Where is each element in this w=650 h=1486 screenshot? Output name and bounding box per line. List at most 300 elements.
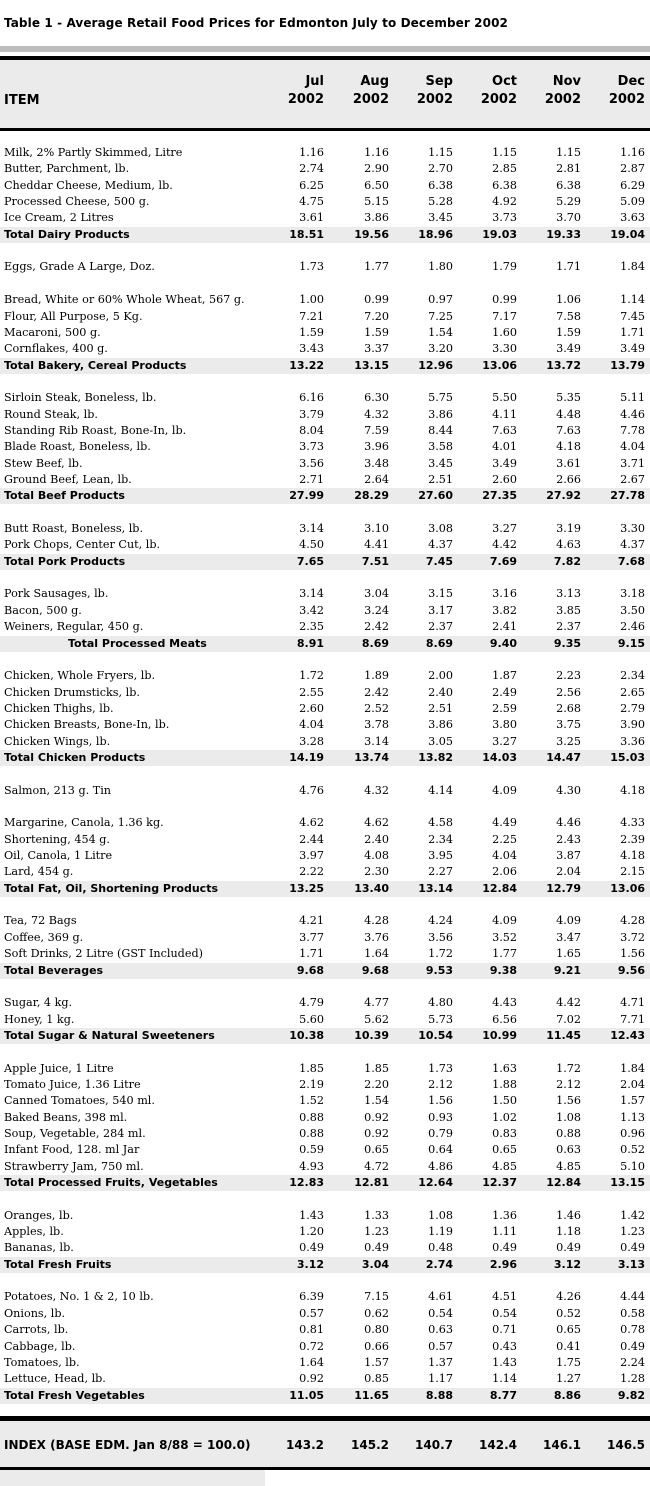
price-cell-aug: 0.85 bbox=[364, 1372, 389, 1385]
table-row bbox=[0, 1240, 650, 1256]
item-label: Chicken Drumsticks, lb. bbox=[4, 686, 140, 699]
item-label: Shortening, 454 g. bbox=[4, 833, 110, 846]
item-label: Coffee, 369 g. bbox=[4, 931, 84, 944]
price-cell-sep: 5.75 bbox=[428, 391, 453, 404]
price-cell-nov: 13.72 bbox=[546, 359, 581, 372]
price-cell-sep: 0.54 bbox=[428, 1307, 453, 1320]
price-cell-aug: 2.42 bbox=[364, 686, 389, 699]
price-cell-oct: 1.02 bbox=[492, 1111, 517, 1124]
column-header-nov bbox=[521, 73, 581, 109]
price-cell-oct: 0.43 bbox=[492, 1340, 517, 1353]
price-cell-oct: 4.85 bbox=[492, 1160, 517, 1173]
price-cell-jul: 3.79 bbox=[299, 408, 324, 421]
price-cell-aug: 1.59 bbox=[364, 326, 389, 339]
price-cell-nov: 7.58 bbox=[556, 310, 581, 323]
table-row bbox=[0, 586, 650, 602]
item-label: Sugar, 4 kg. bbox=[4, 996, 73, 1009]
price-cell-nov: 2.23 bbox=[556, 669, 581, 682]
price-cell-aug: 3.96 bbox=[364, 440, 389, 453]
price-cell-dec: 2.15 bbox=[620, 865, 645, 878]
table-row bbox=[0, 1159, 650, 1175]
price-cell-nov: 1.06 bbox=[556, 293, 581, 306]
item-label: Total Dairy Products bbox=[4, 228, 130, 241]
price-cell-jul: 3.61 bbox=[299, 211, 324, 224]
table-row bbox=[0, 1208, 650, 1224]
price-cell-aug: 5.15 bbox=[364, 195, 389, 208]
price-cell-nov: 2.12 bbox=[556, 1078, 581, 1091]
price-cell-nov: 0.52 bbox=[556, 1307, 581, 1320]
item-label: Total Fresh Vegetables bbox=[4, 1389, 145, 1402]
price-cell-oct: 4.04 bbox=[492, 849, 517, 862]
price-cell-sep: 3.15 bbox=[428, 587, 453, 600]
table-row bbox=[0, 1289, 650, 1305]
price-cell-nov: 4.18 bbox=[556, 440, 581, 453]
table-row bbox=[0, 1012, 650, 1028]
table-row bbox=[0, 1306, 650, 1322]
table-row bbox=[0, 537, 650, 553]
price-cell-dec: 19.04 bbox=[610, 228, 645, 241]
price-cell-sep: 0.93 bbox=[428, 1111, 453, 1124]
table-row bbox=[0, 1371, 650, 1387]
price-cell-sep: 3.45 bbox=[428, 457, 453, 470]
price-cell-dec: 7.45 bbox=[620, 310, 645, 323]
price-cell-nov: 6.38 bbox=[556, 179, 581, 192]
price-cell-oct: 4.92 bbox=[492, 195, 517, 208]
price-cell-sep: 13.82 bbox=[418, 751, 453, 764]
price-cell-aug: 0.92 bbox=[364, 1127, 389, 1140]
price-cell-dec: 2.39 bbox=[620, 833, 645, 846]
price-cell-jul: 1.71 bbox=[299, 947, 324, 960]
table-row bbox=[0, 913, 650, 929]
price-cell-aug: 2.40 bbox=[364, 833, 389, 846]
price-cell-jul: 0.92 bbox=[299, 1372, 324, 1385]
price-cell-oct: 7.17 bbox=[492, 310, 517, 323]
price-cell-jul: 4.75 bbox=[299, 195, 324, 208]
table-row bbox=[0, 685, 650, 701]
price-cell-dec: 4.33 bbox=[620, 816, 645, 829]
price-cell-sep: 1.72 bbox=[428, 947, 453, 960]
table-row bbox=[0, 619, 650, 635]
price-cell-dec: 12.43 bbox=[610, 1029, 645, 1042]
item-label: Milk, 2% Partly Skimmed, Litre bbox=[4, 146, 183, 159]
price-cell-jul: 4.21 bbox=[299, 914, 324, 927]
price-cell-jul: 1.72 bbox=[299, 669, 324, 682]
column-header-year: 2002 bbox=[608, 92, 645, 107]
price-cell-aug: 19.56 bbox=[354, 228, 389, 241]
price-cell-sep: 1.54 bbox=[428, 326, 453, 339]
price-cell-dec: 3.49 bbox=[620, 342, 645, 355]
item-label: Soup, Vegetable, 284 ml. bbox=[4, 1127, 146, 1140]
price-cell-sep: 1.37 bbox=[428, 1356, 453, 1369]
price-cell-jul: 0.49 bbox=[299, 1241, 324, 1254]
price-cell-nov: 7.82 bbox=[553, 555, 581, 568]
price-cell-sep: 9.53 bbox=[425, 964, 453, 977]
price-cell-oct: 0.49 bbox=[492, 1241, 517, 1254]
price-cell-jul: 3.97 bbox=[299, 849, 324, 862]
item-label: Bananas, lb. bbox=[4, 1241, 74, 1254]
price-cell-oct: 0.65 bbox=[492, 1143, 517, 1156]
footer-band bbox=[0, 1470, 265, 1486]
price-cell-sep: 18.96 bbox=[418, 228, 453, 241]
price-cell-dec: 3.30 bbox=[620, 522, 645, 535]
price-cell-jul: 1.16 bbox=[299, 146, 324, 159]
price-cell-sep: 4.86 bbox=[428, 1160, 453, 1173]
price-cell-aug: 1.57 bbox=[364, 1356, 389, 1369]
price-cell-nov: 1.08 bbox=[556, 1111, 581, 1124]
price-cell-oct: 3.82 bbox=[492, 604, 517, 617]
price-cell-jul: 5.60 bbox=[299, 1013, 324, 1026]
price-cell-dec: 4.71 bbox=[620, 996, 645, 1009]
item-label: Chicken Breasts, Bone-In, lb. bbox=[4, 718, 170, 731]
column-header-dec bbox=[585, 73, 645, 109]
price-cell-oct: 0.54 bbox=[492, 1307, 517, 1320]
table-row bbox=[0, 603, 650, 619]
price-cell-nov: 9.21 bbox=[553, 964, 581, 977]
price-cell-sep: 0.57 bbox=[428, 1340, 453, 1353]
total-row bbox=[0, 227, 650, 243]
price-cell-sep: 2.00 bbox=[428, 669, 453, 682]
price-cell-jul: 6.16 bbox=[299, 391, 324, 404]
price-cell-nov: 3.61 bbox=[556, 457, 581, 470]
item-label: Tomato Juice, 1.36 Litre bbox=[4, 1078, 141, 1091]
price-cell-jul: 2.19 bbox=[299, 1078, 324, 1091]
item-label: Total Processed Fruits, Vegetables bbox=[4, 1176, 218, 1189]
price-cell-sep: 4.61 bbox=[428, 1290, 453, 1303]
price-cell-sep: 4.58 bbox=[428, 816, 453, 829]
column-header-month: Nov bbox=[552, 74, 581, 89]
price-cell-jul: 4.50 bbox=[299, 538, 324, 551]
price-cell-aug: 4.62 bbox=[364, 816, 389, 829]
table-row bbox=[0, 325, 650, 341]
item-label: Potatoes, No. 1 & 2, 10 lb. bbox=[4, 1290, 154, 1303]
total-row bbox=[0, 1257, 650, 1273]
item-label: Tomatoes, lb. bbox=[4, 1356, 80, 1369]
price-cell-jul: 8.91 bbox=[296, 637, 324, 650]
price-cell-nov: 1.15 bbox=[556, 146, 581, 159]
table-row bbox=[0, 390, 650, 406]
price-cell-sep: 4.14 bbox=[428, 784, 453, 797]
price-cell-oct: 12.84 bbox=[482, 882, 517, 895]
total-row bbox=[0, 963, 650, 979]
price-cell-nov: 4.30 bbox=[556, 784, 581, 797]
price-cell-aug: 2.52 bbox=[364, 702, 389, 715]
price-cell-dec: 1.14 bbox=[620, 293, 645, 306]
total-row bbox=[0, 1028, 650, 1044]
table-row bbox=[0, 734, 650, 750]
price-cell-aug: 2.20 bbox=[364, 1078, 389, 1091]
index-row bbox=[0, 1436, 650, 1454]
price-cell-nov: 1.75 bbox=[556, 1356, 581, 1369]
index-value-aug: 145.2 bbox=[351, 1438, 389, 1452]
price-cell-oct: 4.49 bbox=[492, 816, 517, 829]
price-cell-dec: 2.46 bbox=[620, 620, 645, 633]
price-cell-nov: 1.59 bbox=[556, 326, 581, 339]
price-cell-oct: 3.16 bbox=[492, 587, 517, 600]
price-cell-oct: 1.88 bbox=[492, 1078, 517, 1091]
price-cell-aug: 0.80 bbox=[364, 1323, 389, 1336]
price-cell-oct: 9.38 bbox=[489, 964, 517, 977]
price-cell-dec: 2.04 bbox=[620, 1078, 645, 1091]
price-cell-nov: 12.79 bbox=[546, 882, 581, 895]
price-cell-aug: 2.30 bbox=[364, 865, 389, 878]
price-cell-oct: 3.27 bbox=[492, 522, 517, 535]
price-cell-sep: 2.27 bbox=[428, 865, 453, 878]
price-cell-aug: 3.14 bbox=[364, 735, 389, 748]
item-label: Stew Beef, lb. bbox=[4, 457, 83, 470]
price-cell-sep: 2.51 bbox=[428, 702, 453, 715]
price-cell-aug: 4.08 bbox=[364, 849, 389, 862]
column-header-month: Oct bbox=[492, 74, 517, 89]
price-cell-sep: 1.80 bbox=[428, 260, 453, 273]
price-cell-jul: 7.65 bbox=[296, 555, 324, 568]
column-header-month: Jul bbox=[305, 74, 324, 89]
table-row bbox=[0, 145, 650, 161]
price-cell-jul: 2.22 bbox=[299, 865, 324, 878]
price-cell-sep: 2.74 bbox=[425, 1258, 453, 1271]
price-cell-oct: 5.50 bbox=[492, 391, 517, 404]
price-cell-dec: 4.44 bbox=[620, 1290, 645, 1303]
price-cell-oct: 0.83 bbox=[492, 1127, 517, 1140]
price-cell-oct: 1.60 bbox=[492, 326, 517, 339]
price-cell-dec: 3.71 bbox=[620, 457, 645, 470]
price-cell-aug: 4.72 bbox=[364, 1160, 389, 1173]
column-header-jul bbox=[264, 73, 324, 109]
item-label: Weiners, Regular, 450 g. bbox=[4, 620, 144, 633]
price-cell-dec: 0.49 bbox=[620, 1241, 645, 1254]
price-cell-nov: 4.85 bbox=[556, 1160, 581, 1173]
price-cell-dec: 4.18 bbox=[620, 849, 645, 862]
table-row bbox=[0, 210, 650, 226]
price-cell-aug: 8.69 bbox=[361, 637, 389, 650]
price-cell-dec: 3.50 bbox=[620, 604, 645, 617]
price-cell-aug: 1.77 bbox=[364, 260, 389, 273]
price-cell-nov: 3.87 bbox=[556, 849, 581, 862]
price-cell-oct: 4.09 bbox=[492, 784, 517, 797]
price-cell-sep: 2.37 bbox=[428, 620, 453, 633]
price-cell-jul: 0.72 bbox=[299, 1340, 324, 1353]
table-row bbox=[0, 1061, 650, 1077]
price-cell-jul: 2.35 bbox=[299, 620, 324, 633]
price-cell-dec: 6.29 bbox=[620, 179, 645, 192]
column-header-year: 2002 bbox=[480, 92, 517, 107]
price-cell-jul: 0.88 bbox=[299, 1127, 324, 1140]
price-cell-oct: 1.77 bbox=[492, 947, 517, 960]
price-cell-oct: 2.60 bbox=[492, 473, 517, 486]
price-cell-nov: 1.46 bbox=[556, 1209, 581, 1222]
table-row bbox=[0, 1224, 650, 1240]
item-label: Bread, White or 60% Whole Wheat, 567 g. bbox=[4, 293, 245, 306]
price-cell-aug: 10.39 bbox=[354, 1029, 389, 1042]
item-label: Macaroni, 500 g. bbox=[4, 326, 101, 339]
price-cell-aug: 13.74 bbox=[354, 751, 389, 764]
price-cell-dec: 0.96 bbox=[620, 1127, 645, 1140]
price-cell-oct: 4.42 bbox=[492, 538, 517, 551]
price-cell-dec: 1.23 bbox=[620, 1225, 645, 1238]
table-row bbox=[0, 341, 650, 357]
price-cell-jul: 18.51 bbox=[289, 228, 324, 241]
price-cell-dec: 2.79 bbox=[620, 702, 645, 715]
header-top-rule bbox=[0, 46, 650, 52]
table-row bbox=[0, 456, 650, 472]
price-cell-jul: 3.14 bbox=[299, 587, 324, 600]
item-label: Ground Beef, Lean, lb. bbox=[4, 473, 132, 486]
item-label: Ice Cream, 2 Litres bbox=[4, 211, 114, 224]
price-cell-oct: 27.35 bbox=[482, 489, 517, 502]
price-cell-oct: 2.41 bbox=[492, 620, 517, 633]
price-cell-jul: 1.73 bbox=[299, 260, 324, 273]
price-cell-dec: 27.78 bbox=[610, 489, 645, 502]
price-cell-sep: 12.96 bbox=[418, 359, 453, 372]
price-cell-dec: 1.28 bbox=[620, 1372, 645, 1385]
price-cell-nov: 0.65 bbox=[556, 1323, 581, 1336]
price-cell-sep: 5.73 bbox=[428, 1013, 453, 1026]
price-cell-nov: 2.04 bbox=[556, 865, 581, 878]
price-cell-jul: 3.73 bbox=[299, 440, 324, 453]
price-cell-nov: 5.35 bbox=[556, 391, 581, 404]
price-cell-aug: 3.86 bbox=[364, 211, 389, 224]
price-cell-dec: 4.04 bbox=[620, 440, 645, 453]
price-cell-sep: 8.44 bbox=[428, 424, 453, 437]
price-cell-oct: 6.38 bbox=[492, 179, 517, 192]
table-title: Table 1 - Average Retail Food Prices for Edmonton July to December 2002 bbox=[4, 16, 508, 30]
price-cell-jul: 0.88 bbox=[299, 1111, 324, 1124]
price-cell-dec: 1.84 bbox=[620, 1062, 645, 1075]
price-cell-jul: 0.81 bbox=[299, 1323, 324, 1336]
price-cell-oct: 14.03 bbox=[482, 751, 517, 764]
index-value-nov: 146.1 bbox=[543, 1438, 581, 1452]
price-cell-aug: 3.48 bbox=[364, 457, 389, 470]
price-cell-sep: 4.24 bbox=[428, 914, 453, 927]
price-cell-aug: 0.92 bbox=[364, 1111, 389, 1124]
price-cell-nov: 7.02 bbox=[556, 1013, 581, 1026]
total-row bbox=[0, 488, 650, 504]
item-label: Onions, lb. bbox=[4, 1307, 66, 1320]
price-cell-sep: 3.08 bbox=[428, 522, 453, 535]
price-cell-aug: 4.32 bbox=[364, 784, 389, 797]
index-label: INDEX (BASE EDM. Jan 8/88 = 100.0) bbox=[4, 1438, 251, 1452]
price-cell-nov: 3.47 bbox=[556, 931, 581, 944]
price-cell-nov: 1.72 bbox=[556, 1062, 581, 1075]
price-cell-sep: 3.86 bbox=[428, 408, 453, 421]
price-cell-nov: 3.12 bbox=[553, 1258, 581, 1271]
price-cell-oct: 1.50 bbox=[492, 1094, 517, 1107]
price-cell-oct: 0.71 bbox=[492, 1323, 517, 1336]
table-row bbox=[0, 1110, 650, 1126]
item-label: Cornflakes, 400 g. bbox=[4, 342, 108, 355]
item-label: Honey, 1 kg. bbox=[4, 1013, 75, 1026]
price-cell-oct: 1.63 bbox=[492, 1062, 517, 1075]
price-cell-oct: 7.63 bbox=[492, 424, 517, 437]
price-cell-jul: 1.43 bbox=[299, 1209, 324, 1222]
price-cell-jul: 2.55 bbox=[299, 686, 324, 699]
column-header-month: Aug bbox=[360, 74, 389, 89]
price-cell-jul: 13.22 bbox=[289, 359, 324, 372]
column-header-oct bbox=[457, 73, 517, 109]
price-cell-nov: 19.33 bbox=[546, 228, 581, 241]
price-cell-jul: 2.60 bbox=[299, 702, 324, 715]
price-cell-aug: 3.24 bbox=[364, 604, 389, 617]
item-label: Total Chicken Products bbox=[4, 751, 146, 764]
price-cell-aug: 4.41 bbox=[364, 538, 389, 551]
price-cell-dec: 4.46 bbox=[620, 408, 645, 421]
column-header-sep bbox=[393, 73, 453, 109]
price-cell-nov: 3.19 bbox=[556, 522, 581, 535]
price-cell-jul: 6.39 bbox=[299, 1290, 324, 1303]
price-cell-dec: 0.49 bbox=[620, 1340, 645, 1353]
price-cell-oct: 4.11 bbox=[492, 408, 517, 421]
table-row bbox=[0, 995, 650, 1011]
price-cell-nov: 4.09 bbox=[556, 914, 581, 927]
price-cell-aug: 1.89 bbox=[364, 669, 389, 682]
price-cell-nov: 4.48 bbox=[556, 408, 581, 421]
price-cell-nov: 4.46 bbox=[556, 816, 581, 829]
price-cell-oct: 2.06 bbox=[492, 865, 517, 878]
price-cell-nov: 3.49 bbox=[556, 342, 581, 355]
item-label: Sirloin Steak, Boneless, lb. bbox=[4, 391, 157, 404]
price-cell-aug: 6.50 bbox=[364, 179, 389, 192]
price-cell-sep: 3.86 bbox=[428, 718, 453, 731]
price-cell-sep: 4.80 bbox=[428, 996, 453, 1009]
price-cell-nov: 12.84 bbox=[546, 1176, 581, 1189]
price-cell-nov: 1.18 bbox=[556, 1225, 581, 1238]
column-header-year: 2002 bbox=[544, 92, 581, 107]
price-cell-nov: 2.68 bbox=[556, 702, 581, 715]
price-cell-aug: 4.77 bbox=[364, 996, 389, 1009]
price-cell-sep: 1.73 bbox=[428, 1062, 453, 1075]
price-cell-oct: 2.25 bbox=[492, 833, 517, 846]
price-cell-oct: 2.49 bbox=[492, 686, 517, 699]
price-cell-dec: 15.03 bbox=[610, 751, 645, 764]
price-cell-oct: 0.99 bbox=[492, 293, 517, 306]
price-cell-nov: 3.13 bbox=[556, 587, 581, 600]
item-label: Eggs, Grade A Large, Doz. bbox=[4, 260, 155, 273]
price-cell-oct: 12.37 bbox=[482, 1176, 517, 1189]
item-label: Salmon, 213 g. Tin bbox=[4, 784, 112, 797]
price-cell-aug: 3.78 bbox=[364, 718, 389, 731]
price-cell-dec: 2.67 bbox=[620, 473, 645, 486]
price-cell-nov: 7.63 bbox=[556, 424, 581, 437]
price-cell-aug: 0.49 bbox=[364, 1241, 389, 1254]
price-cell-nov: 1.71 bbox=[556, 260, 581, 273]
price-cell-sep: 8.88 bbox=[425, 1389, 453, 1402]
table-row bbox=[0, 194, 650, 210]
price-cell-sep: 7.25 bbox=[428, 310, 453, 323]
price-cell-dec: 5.10 bbox=[620, 1160, 645, 1173]
item-label: Cabbage, lb. bbox=[4, 1340, 76, 1353]
price-cell-jul: 2.71 bbox=[299, 473, 324, 486]
table-row bbox=[0, 161, 650, 177]
item-label: Carrots, lb. bbox=[4, 1323, 69, 1336]
price-cell-dec: 9.82 bbox=[617, 1389, 645, 1402]
price-cell-dec: 3.13 bbox=[617, 1258, 645, 1271]
price-cell-jul: 4.93 bbox=[299, 1160, 324, 1173]
price-cell-dec: 3.36 bbox=[620, 735, 645, 748]
price-cell-sep: 13.14 bbox=[418, 882, 453, 895]
price-cell-dec: 1.57 bbox=[620, 1094, 645, 1107]
price-cell-dec: 2.87 bbox=[620, 162, 645, 175]
price-cell-dec: 4.37 bbox=[620, 538, 645, 551]
price-cell-aug: 0.65 bbox=[364, 1143, 389, 1156]
table-row bbox=[0, 1355, 650, 1371]
price-cell-dec: 2.65 bbox=[620, 686, 645, 699]
price-cell-jul: 2.44 bbox=[299, 833, 324, 846]
price-cell-aug: 7.59 bbox=[364, 424, 389, 437]
price-cell-aug: 7.20 bbox=[364, 310, 389, 323]
price-cell-sep: 2.34 bbox=[428, 833, 453, 846]
price-cell-oct: 4.01 bbox=[492, 440, 517, 453]
price-cell-sep: 2.51 bbox=[428, 473, 453, 486]
item-label: Baked Beans, 398 ml. bbox=[4, 1111, 128, 1124]
